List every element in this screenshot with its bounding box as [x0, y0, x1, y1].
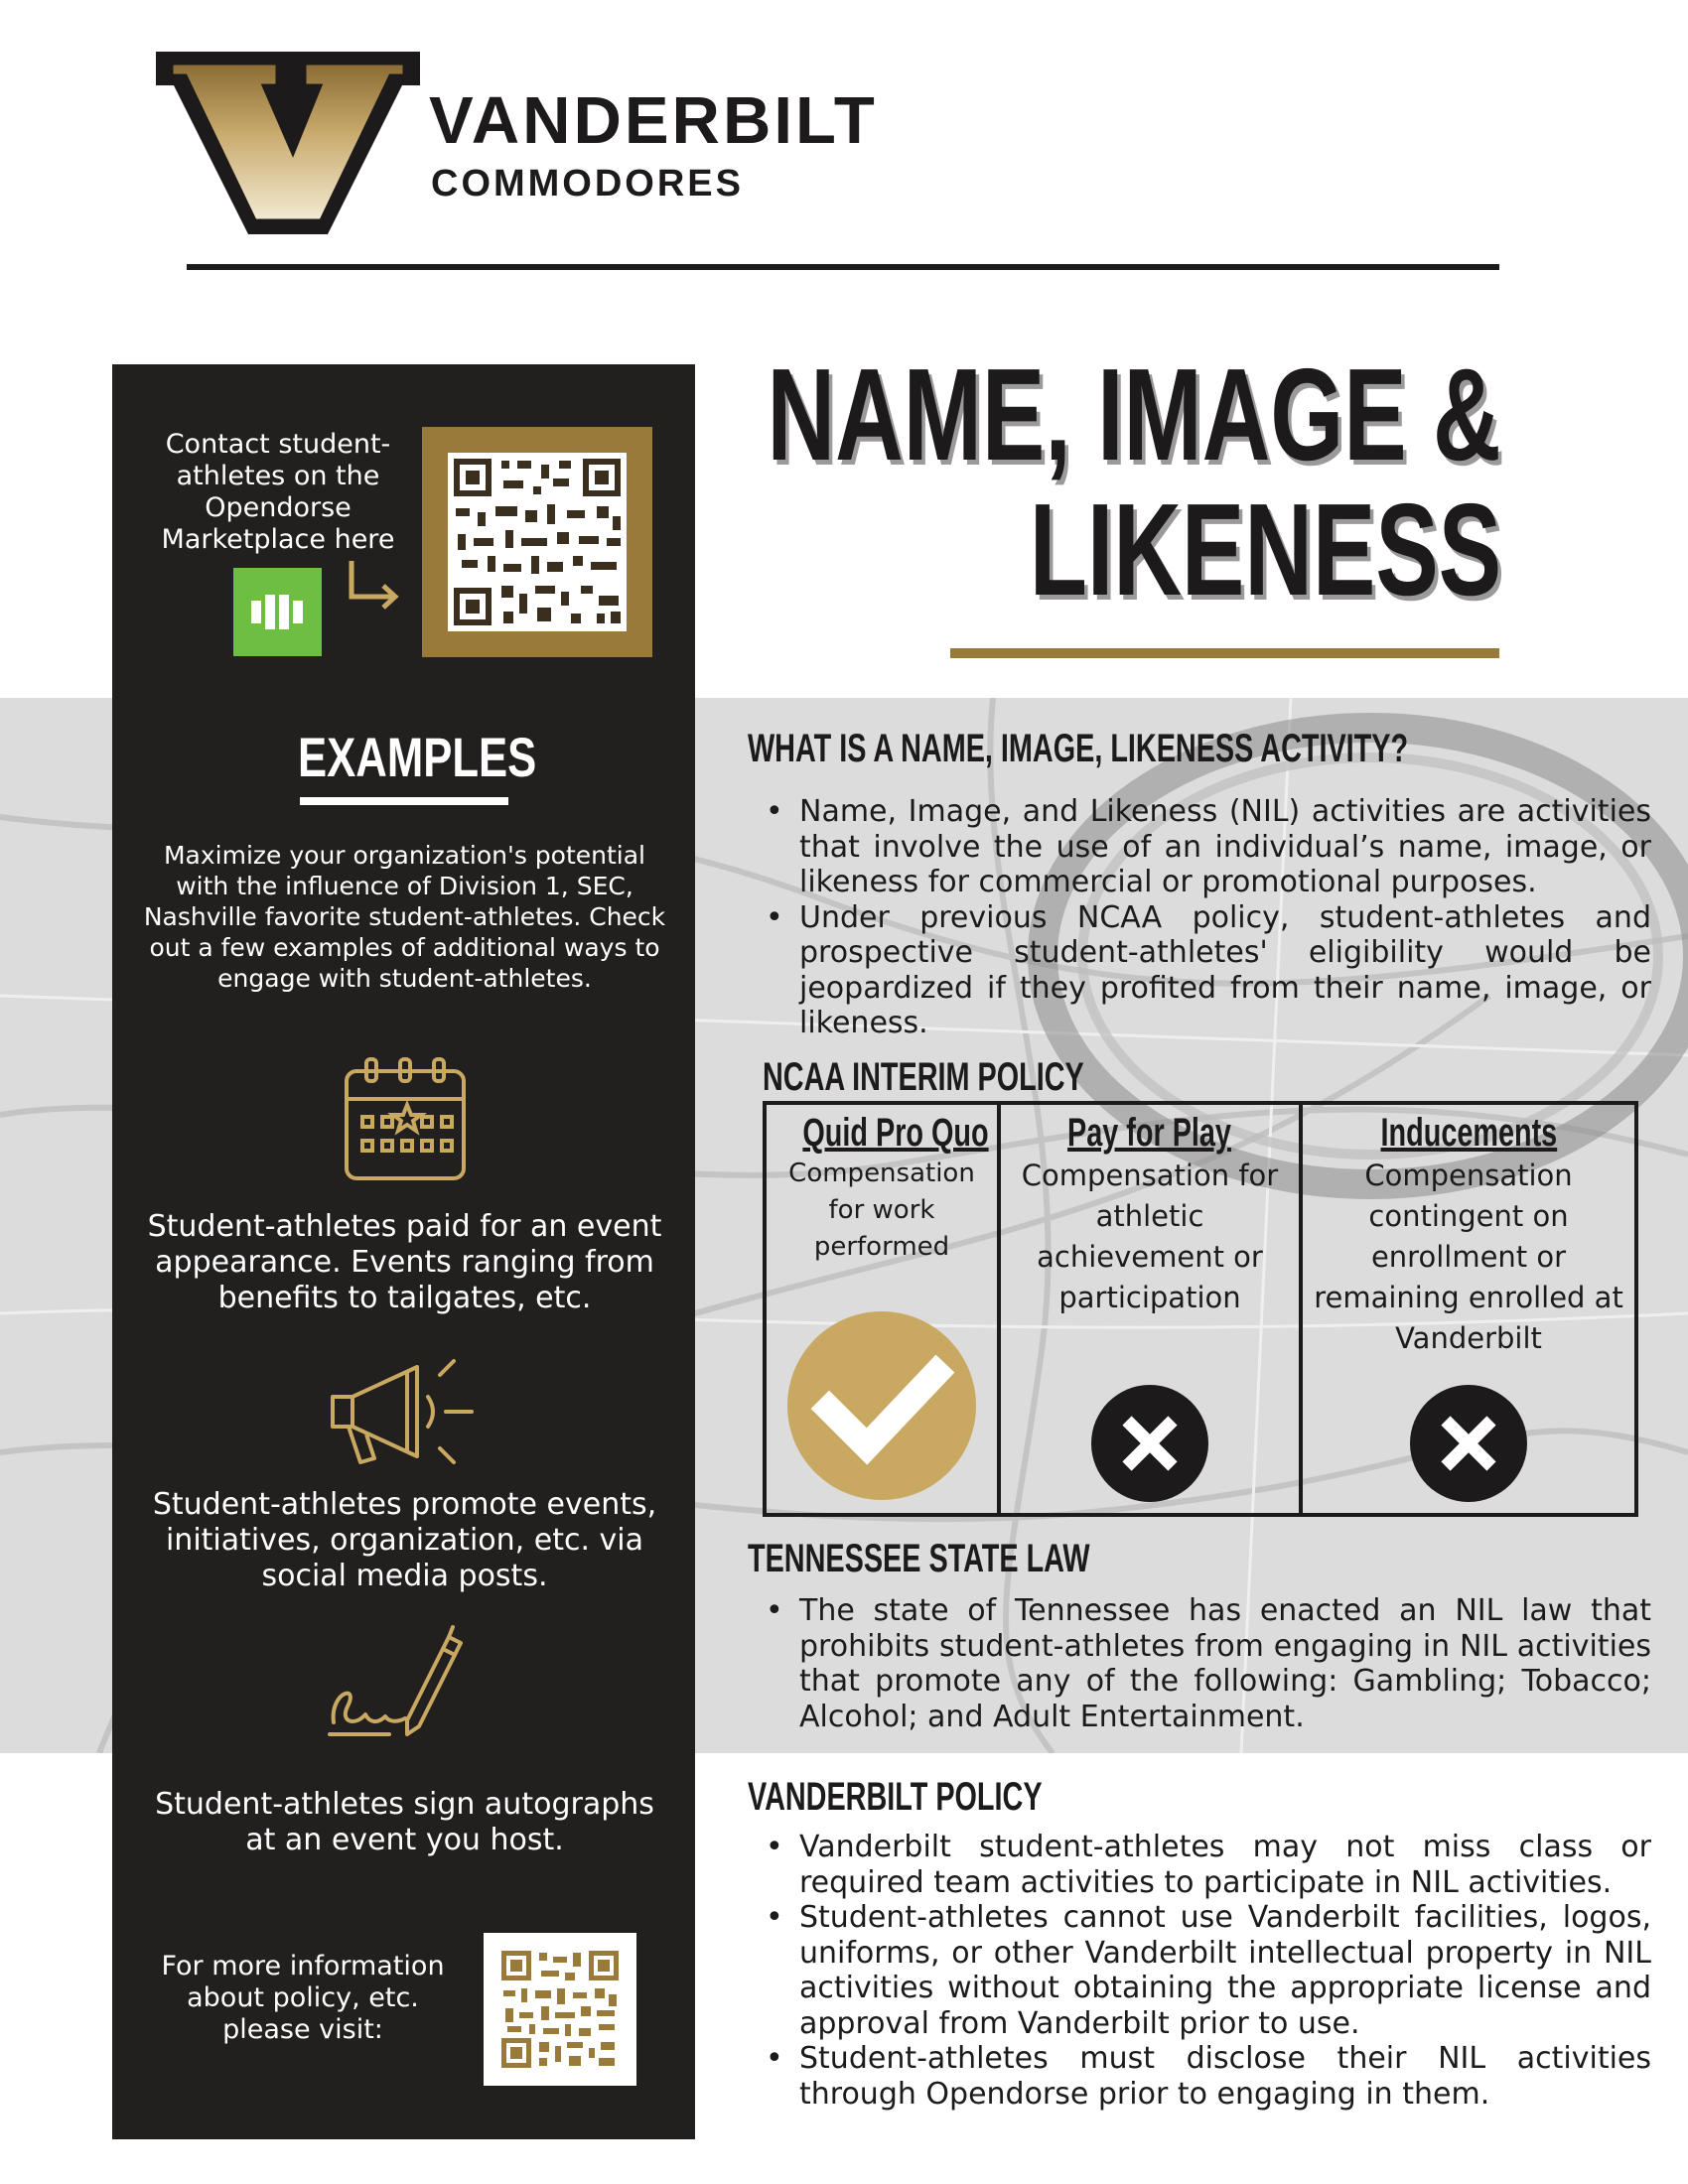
brand-subtitle: COMMODORES: [431, 163, 744, 205]
check-icon: [787, 1311, 976, 1504]
brand-name: VANDERBILT: [429, 83, 878, 158]
policy-column-inducements: [1303, 1105, 1634, 1513]
list-item: • Name, Image, and Likeness (NIL) activities are activities that involve the use of an individual’s name, image, or likeness for commercial or promotional purposes.: [748, 794, 1651, 900]
example-event-appearance: Student-athletes paid for an event appearance. Events ranging from benefits to tailgates, etc.: [147, 1209, 662, 1315]
policy-column-quid-pro-quo: [767, 1105, 1001, 1513]
policy-column-description: Compensation for athletic achievement or participation: [1021, 1159, 1279, 1314]
megaphone-icon: [323, 1355, 487, 1469]
calendar-icon: [341, 1055, 470, 1184]
arrow-right-icon: [346, 559, 405, 618]
tennessee-law-heading: TENNESSEE STATE LAW: [748, 1537, 1090, 1580]
signature-pen-icon: [320, 1623, 469, 1757]
page-title-line-1: NAME, IMAGE &: [767, 341, 1501, 487]
policy-column-title: Inducements: [1380, 1111, 1557, 1155]
list-item: • The state of Tennessee has enacted an NIL law that prohibits student-athletes from engaging in NIL activities that promote any of the following: Gambling; Tobacco; Alcohol; and Adult Entertainment.: [748, 1593, 1651, 1734]
list-item: • Student-athletes must disclose their NIL activities through Opendorse prior to engaging in them.: [748, 2041, 1651, 2112]
vanderbilt-v-logo: [154, 50, 422, 238]
tennessee-law-list: [748, 1593, 1651, 1734]
example-social-media: Student-athletes promote events, initiatives, organization, etc. via social media posts.: [152, 1487, 657, 1593]
list-item: • Student-athletes cannot use Vanderbilt facilities, logos, uniforms, or other Vanderbilt intellectual property in NIL activities without obtaining the appropriate license and approval from Vanderbilt prior to use.: [748, 1900, 1651, 2041]
ncaa-policy-table: [763, 1101, 1638, 1517]
what-is-nil-list: [748, 794, 1651, 1041]
examples-heading: EXAMPLES: [298, 726, 537, 788]
examples-underline: [300, 797, 508, 805]
list-item: • Under previous NCAA policy, student-athletes and prospective student-athletes' eligibility would be jeopardized if they profited from their name, image, or likeness.: [748, 900, 1651, 1041]
header-divider: [187, 264, 1499, 270]
contact-marketplace-text: Contact student-athletes on the Opendorse Marketplace here: [161, 429, 395, 555]
policy-column-description: Compensation for work performed: [788, 1159, 975, 1262]
examples-intro-text: Maximize your organization's potential with the influence of Division 1, SEC, Nashville favorite student-athletes. Check out a few examples of additional ways to engage with student-athletes.: [143, 841, 666, 993]
list-item: • Vanderbilt student-athletes may not miss class or required team activities to participate in NIL activities.: [748, 1830, 1651, 1900]
opendorse-qr-code[interactable]: [422, 427, 652, 657]
more-info-text: For more information about policy, etc. please visit:: [161, 1951, 445, 2045]
policy-column-title: Pay for Play: [1067, 1111, 1232, 1155]
x-icon: [1410, 1385, 1527, 1506]
policy-column-title: Quid Pro Quo: [802, 1111, 989, 1155]
vanderbilt-policy-heading: VANDERBILT POLICY: [748, 1775, 1043, 1819]
title-underline: [950, 648, 1499, 658]
vanderbilt-policy-list: [748, 1830, 1651, 2112]
policy-column-description: Compensation contingent on enrollment or remaining enrolled at Vanderbilt: [1314, 1159, 1623, 1355]
policy-qr-code[interactable]: [499, 1949, 621, 2070]
policy-column-pay-for-play: [1001, 1105, 1303, 1513]
ncaa-policy-heading: NCAA INTERIM POLICY: [763, 1055, 1084, 1099]
opendorse-logo-icon: [233, 568, 322, 656]
page-title-line-2: LIKENESS: [1029, 477, 1501, 622]
what-is-nil-heading: WHAT IS A NAME, IMAGE, LIKENESS ACTIVITY?: [748, 727, 1409, 770]
x-icon: [1091, 1385, 1208, 1506]
example-autographs: Student-athletes sign autographs at an event you host.: [155, 1787, 654, 1857]
